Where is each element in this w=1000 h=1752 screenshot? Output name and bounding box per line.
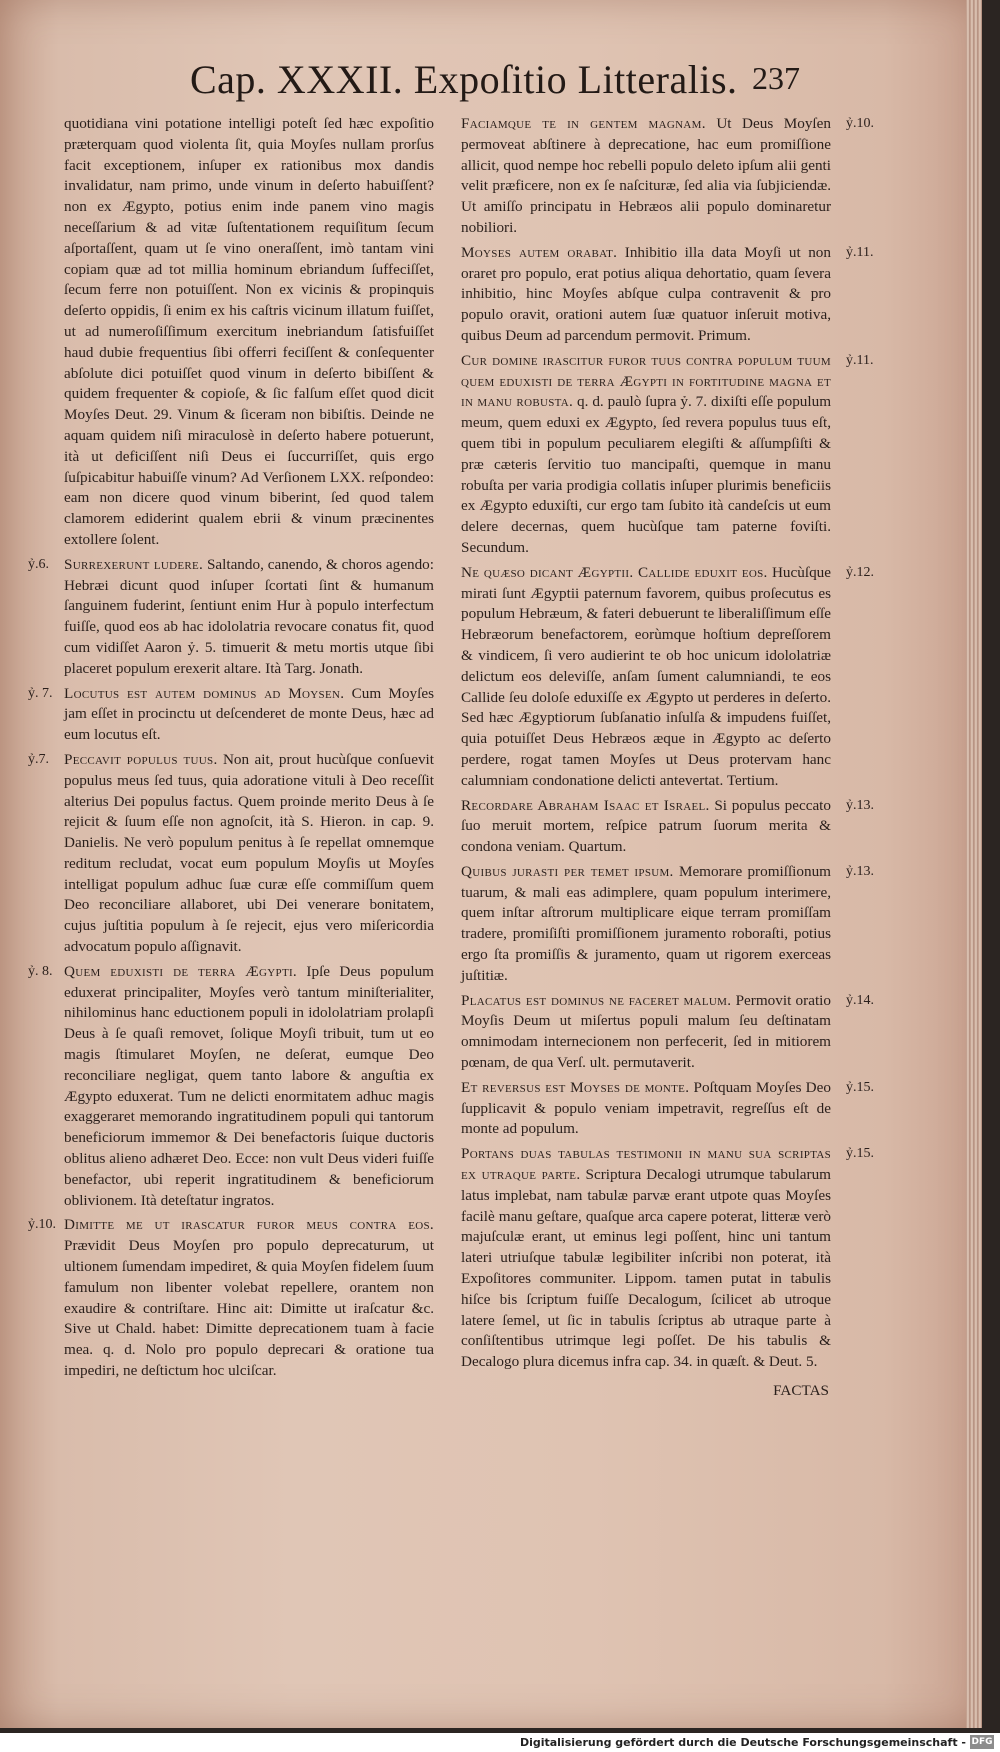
paragraph: [28, 962, 434, 1212]
footer-credit: Digitalisierung gefördert durch die Deutsche Forschungsgemeinschaft -: [519, 1736, 966, 1749]
lemma: Dimitte me ut irascatur furor meus contra eos.: [64, 1216, 434, 1234]
digitization-footer: [0, 1733, 1000, 1752]
lemma: Portans duas tabulas testimonii in manu sua scriptas ex utraque parte.: [461, 1145, 831, 1184]
verse-marker: ỷ.11.: [846, 244, 874, 260]
paragraph: [461, 563, 874, 792]
paragraph: [28, 750, 434, 958]
lemma: Quem eduxisti de terra Ægypti.: [64, 962, 298, 980]
lemma: Recordare Abraham Isaac et Israel.: [461, 796, 710, 814]
paragraph: [461, 1078, 874, 1140]
right-column: [461, 114, 874, 1402]
paragraph: [461, 351, 874, 559]
lemma: Surrexerunt ludere.: [64, 555, 204, 573]
paragraph: [461, 243, 874, 347]
verse-marker: ỷ. 8.: [28, 963, 53, 979]
verse-marker: ỷ.6.: [28, 556, 49, 572]
lemma: Peccavit populus tuus.: [64, 750, 218, 768]
paragraph: [64, 114, 434, 551]
lemma: Et reversus est Moyses de monte.: [461, 1078, 690, 1096]
running-header: [0, 56, 982, 116]
paragraph: [461, 114, 874, 239]
paragraph: [28, 684, 434, 746]
verse-marker: ỷ.10.: [28, 1217, 56, 1233]
commentary-text: Ipſe Deus populum eduxerat principaliter, Moyſes verò tantum miniſterialiter, nihilominus hanc eductionem populi in idololatriam prolapſi Deus à ſe quaſi removet, ſolique Moyſi tribuit, tum ut eo magis ſtimularet Moyſen, ne deſerat, eumque Deo reconciliare negligat, quem tanto labore & anguſtia ex Ægypto eduxerat. Tum ne delicti enormitatem adhuc magis exaggeraret memorando ingratitudinem populi qui tantorum beneficiorum immemor & Dei benefactoris ſuique ductoris oblitus alieno adhæret Deo. Ecce: non vult Deus videri fuiſſe benefactor, ubi reperit ingratitudinem & beneficiorum oblivionem. Ità deteſtatur ingratos.: [64, 962, 434, 1209]
commentary-text: Memorare promiſſionum tuarum, & mali eas adimplere, quam populum interimere, quem inſtar aſtrorum multiplicare eique terram promiſſam tradere, promiſiſti promiſſionem juramento roboraſti, potius ergo ſta promiſſis & juramento, quam ut rigorem exerceas juſtitiæ.: [461, 862, 831, 984]
paragraph: [461, 1144, 874, 1373]
commentary-text: Scriptura Decalogi utrumque tabularum latus implebat, nam tabulæ parvæ erant utpote quas Moyſes facilè manu geſtare, quaſque arca capere poterat, litteræ verò majuſculæ erant, ut eminus legi poſſent, hinc uni tantum lateri utriuſque tabulæ legibiliter inſcribi non poterat, ità Expoſitores communiter. Lippom. tamen putat in tabulis hiſce bis ſcriptum fuiſſe Decalogum, ſcilicet ab utroque latere ſemel, ut ſic in tabulis ſcriptus ab utraque parte à conſiſtentibus utrimque legi poſſet. De his tabulis & Decalogo plura dicemus infra cap. 34. in quæſt. & Deut. 5.: [461, 1166, 831, 1371]
paragraph: [461, 796, 874, 858]
commentary-text: Poſtquam Moyſes Deo ſupplicavit & populo veniam impetravit, regreſſus eſt de monte ad populum.: [461, 1078, 831, 1138]
lemma: Quibus jurasti per temet ipsum.: [461, 862, 674, 880]
commentary-text: Hucùſque mirati ſunt Ægyptii paternum favorem, quibus proſecutus es populum Hebræum, & fateri debuerunt te liberaliſſimum eſſe Hebræorum benefactorem, eorùmque hoſtium depreſſorem & vindicem, ſi vero audierint te ob hoc unicum idololatriæ delictum eos deleviſſe, anſam ſument calumniandi, te eos Callide ſeu doloſe eduxiſſe ex Ægypto ut perderes in deſerto. Sed hæc Ægyptiorum ſubſanatio inſulſa & impudens fuiſſet, quia potuiſſet Deus Hebræos æque in Ægypto ac deſerto perdere, rogat tamen Moyſes ut Deus protervam hanc calumniam condonatione delicti antevertat. Tertium.: [461, 563, 831, 789]
paragraph: [461, 991, 874, 1074]
commentary-text: quotidiana vini potatione intelligi poteſt ſed hæc expoſitio præterquam quod violenta ſit, quia Moyſes nullam prorſus facit exceptionem, inſuper ex rationibus mox dandis invalidatur, nam primo, unde vinum in deſerto habuiſſent? non ex Ægypto, potius enim inde panem vino magis neceſſarium & ad vitæ ſuſtentationem requiſitum ſecum aſportaſſent, quam ut ſe vino oneraſſent, imò tantam vini copiam quæ ad tot millia hominum ebriandum ſuffeciſſet, ſecum ferre non potuiſſent. Non ex vicinis & propinquis deſerto oppidis, ſi enim ex his caſtris vicinum illatum fuiſſet, ut ad numeroſiſſimum exercitum inebriandum ſatisfuiſſet haud dubie frequentius ſibi offerri feciſſent & conſequenter abſolute dici potuiſſet quod vinum in deſerto bibiſſent & quidem frequenter & copioſe, & ſic falſum eſſet quod dicit Moyſes Deut. 29. Vinum & ſiceram non bibiſtis. Deinde ne aquam quidem niſi miraculosè in deſerto habere potuerunt, ità ut deficiſſent niſi Deus ei ſuccurriſſet, quis ergo ſuſpicabitur habuiſſe vinum? Ad Verſionem LXX. reſpondeo: eam non dicere quod vinum biberint, ſed quod talem clamorem ediderint qualem ebrii & vinum præcinentes extollere ſolent.: [64, 115, 434, 548]
verse-marker: ỷ.14.: [846, 992, 874, 1008]
lemma: Locutus est autem dominus ad Moysen.: [64, 684, 345, 702]
page-edge: [966, 0, 982, 1728]
lemma: Cur domine irascitur furor tuus contra populum tuum quem eduxisti de terra Ægypti in fortitudine magna et in manu robusta.: [461, 351, 831, 411]
commentary-text: Prævidit Deus Moyſen pro populo deprecaturum, ut ultionem ſumendam impediret, & quia Moyſen fidelem ſuum famulum non libenter volebat repellere, orantem non exaudire & contriſtare. Hinc ait: Dimitte ut iraſcatur &c. Sive ut Chald. habet: Dimitte deprecationem tuam à facie mea. q. d. Nolo pro populo deprecari & oratione tua impediri, ne deſtictum hoc ulciſcar.: [64, 1237, 434, 1380]
catchword: FACTAS: [773, 1382, 829, 1400]
commentary-text: Permovit oratio Moyſis Deum ut miſertus populi malum ſeu deſtinatam omnimodam internecionem non perfecerit, ſed in mitiorem pœnam, de qua Verſ. ult. permutaverit.: [461, 991, 831, 1072]
page-number: 237: [752, 60, 800, 96]
dfg-logo: DFG: [971, 1737, 993, 1747]
commentary-text: Si populus peccato ſuo meruit mortem, reſpice patrum ſuorum merita & condona veniam. Quartum.: [461, 796, 831, 856]
verse-marker: ỷ.12.: [846, 564, 874, 580]
lemma: Faciamque te in gentem magnam.: [461, 115, 706, 132]
verse-marker: ỷ.11.: [846, 352, 874, 368]
commentary-text: Inhibitio illa data Moyſi ut non oraret pro populo, erat potius aliqua dehortatio, quam ſevera inhibitio, hinc Moyſes abſque culpa contravenit & pro populo oravit, orationi autem ſuæ quatuor inſeruit motiva, quibus Deum ad parcendum permovit. Primum.: [461, 243, 831, 344]
verse-marker: ỷ.7.: [28, 751, 49, 767]
chapter-title: Cap. XXXII. Expoſitio Litteralis.: [190, 57, 738, 102]
paragraph: [28, 1215, 434, 1381]
commentary-text: Cum Moyſes jam eſſet in procinctu ut deſcenderet de monte Deus, hæc ad eum locutus eſt.: [64, 684, 434, 744]
paragraph: [28, 555, 434, 680]
commentary-text: Non ait, prout hucùſque conſuevit populus meus ſed tuus, quia adoratione vituli à Deo receſſit alterius Dei populus factus. Quem proinde merito Deus à ſe rejicit & ſuum eſſe non agnoſcit, ità S. Hieron. in cap. 9. Danielis. Ne verò populum penitus à ſe repellat omnemque reditum recludat, vocat eum populum Moyſis ut Moyſes intelligat populum adhuc ſuæ curæ eſſe commiſſum quem Deo reconciliare allaboret, ubi Dei venerare bonitatem, cujus juſtitia populum à ſe rejecit, ejus vero miſericordia advocatum populo aſſignavit.: [64, 750, 434, 956]
left-column: [28, 114, 434, 1386]
verse-marker: ỷ.13.: [846, 797, 874, 813]
commentary-text: Ut Deus Moyſen permoveat abſtinere à deprecatione, hac eum promiſſione allicit, quod nempe hoc rebelli populo deleto ipſum alii genti velit præficere, non ex ſe naſcituræ, ſed alia via ſubjiciendæ. Ut amiſſo principatu in Hebræos alii populo dominaretur nobiliori.: [461, 115, 831, 236]
verse-marker: ỷ.10.: [846, 116, 874, 131]
paragraph: [461, 862, 874, 987]
commentary-text: Saltando, canendo, & choros agendo: Hebræi dicunt quod inſuper ſcortati ſint & humanum ſanguinem fuderint, ſentiunt enim Hur à populo interfectum fuiſſe, quod eos ab hac idololatria revocare conatus fit, quod cum vidiſſet Aaron ỷ. 5. timuerit & metu mortis utque ſibi placeret populum erexerit altare. Ità Targ. Jonath.: [64, 555, 434, 677]
verse-marker: ỷ. 7.: [28, 685, 53, 701]
verse-marker: ỷ.13.: [846, 863, 874, 879]
lemma: Ne quæso dicant Ægyptii. Callide eduxit eos.: [461, 563, 768, 581]
verse-marker: ỷ.15.: [846, 1079, 874, 1095]
verse-marker: ỷ.15.: [846, 1146, 874, 1162]
commentary-text: q. d. paulò ſupra ỷ. 7. dixiſti eſſe populum meum, quem eduxi ex Ægypto, ſed revera populus tuus eſt, quem tibi in populum peculiarem elegiſti & aſſumpſiſti & præ cæteris ſervitio tuo mancipaſti, quemque in manu robuſta per varia prodigia collatis inſuper plurimis beneficiis ex Ægypto eduxiſti, cur ergo tam ſubito ità candeſcis ut eum delere decernas, quem hucùſque tam paterne foviſti. Secundum.: [461, 393, 832, 556]
lemma: Moyses autem orabat.: [461, 243, 618, 261]
lemma: Placatus est dominus ne faceret malum.: [461, 991, 732, 1009]
